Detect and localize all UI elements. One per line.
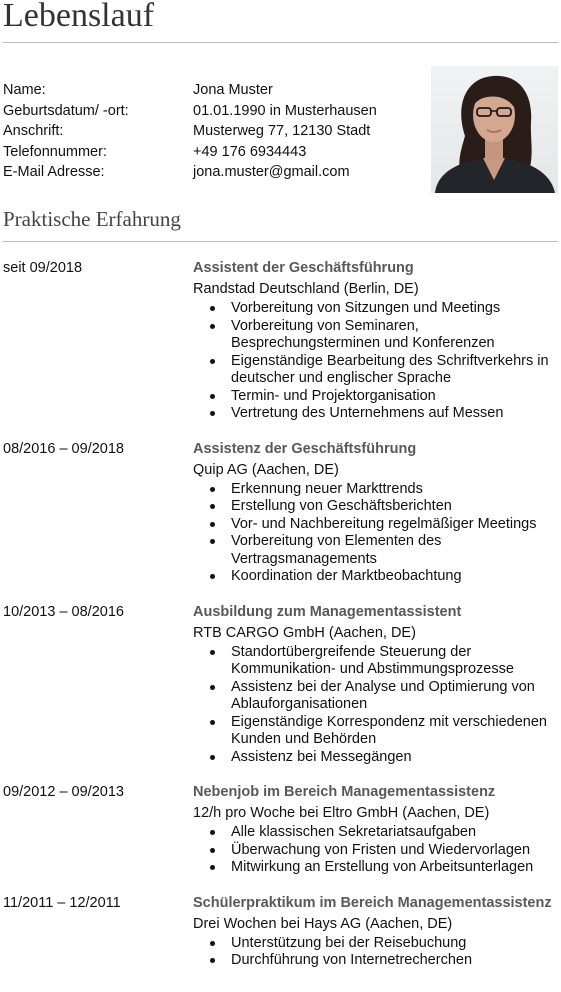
experience-list [3, 258, 559, 986]
list-item: Vorbereitung von Seminaren, Besprechungsterminen und Konferenzen [193, 318, 559, 353]
personal-value: Musterweg 77, 12130 Stadt [193, 123, 371, 139]
list-item: Koordination der Marktbeobachtung [193, 568, 559, 586]
experience-entry [3, 258, 559, 423]
entry-date: 09/2012 – 09/2013 [3, 784, 124, 800]
list-item: Vertretung des Unternehmens auf Messen [193, 405, 559, 423]
entry-tasks [193, 300, 559, 423]
list-item: Vorbereitung von Sitzungen und Meetings [193, 300, 559, 318]
entry-details [193, 439, 559, 586]
list-item: Durchführung von Internetrecherchen [193, 952, 559, 970]
personal-label: Name: [3, 82, 46, 98]
portrait-illustration [431, 66, 558, 193]
entry-company: 12/h pro Woche bei Eltro GmbH (Aachen, DE) [193, 805, 490, 821]
entry-date: 08/2016 – 09/2018 [3, 440, 124, 457]
entry-tasks [193, 824, 559, 877]
personal-value: 01.01.1990 in Musterhausen [193, 102, 377, 119]
personal-row-email [3, 162, 423, 183]
list-item: Eigenständige Bearbeitung des Schriftverkehrs in deutscher und englischer Sprache [193, 353, 559, 388]
list-item: Alle klassischen Sekretariatsaufgaben [193, 824, 559, 842]
personal-row-phone [3, 142, 423, 163]
entry-tasks [193, 935, 559, 970]
section-divider [3, 241, 558, 242]
list-item: Assistenz bei Messegängen [193, 749, 559, 767]
experience-entry [3, 893, 559, 970]
personal-label: Telefonnummer: [3, 143, 107, 160]
list-item: Erstellung von Geschäftsberichten [193, 498, 559, 516]
personal-label: Geburtsdatum/ -ort: [3, 102, 129, 119]
entry-title: Assistenz der Geschäftsführung [193, 440, 417, 457]
entry-details [193, 258, 559, 423]
entry-company: RTB CARGO GmbH (Aachen, DE) [193, 624, 416, 641]
profile-photo [431, 66, 558, 193]
list-item: Assistenz bei der Analyse und Optimierung von Ablauforganisationen [193, 679, 559, 714]
list-item: Erkennung neuer Markttrends [193, 481, 559, 499]
entry-tasks [193, 644, 559, 767]
entry-date: 11/2011 – 12/2011 [3, 894, 121, 911]
entry-company: Drei Wochen bei Hays AG (Aachen, DE) [193, 915, 453, 932]
personal-label: E-Mail Adresse: [3, 164, 105, 180]
experience-entry [3, 782, 559, 877]
list-item: Standortübergreifende Steuerung der Kommunikation- und Abstimmungsprozesse [193, 644, 559, 679]
personal-label: Anschrift: [3, 123, 64, 139]
list-item: Überwachung von Fristen und Wiedervorlagen [193, 842, 559, 860]
list-item: Vorbereitung von Elementen des Vertragsmanagements [193, 533, 559, 568]
list-item: Unterstützung bei der Reisebuchung [193, 935, 559, 953]
list-item: Vor- und Nachbereitung regelmäßiger Meetings [193, 516, 559, 534]
personal-value: jona.muster@gmail.com [193, 164, 350, 180]
personal-row-birth [3, 101, 423, 122]
personal-value: +49 176 6934443 [193, 143, 307, 160]
experience-entry [3, 439, 559, 586]
personal-value: Jona Muster [193, 82, 273, 98]
title-divider [3, 42, 558, 43]
entry-title: Ausbildung zum Managementassistent [193, 603, 462, 620]
entry-date: 10/2013 – 08/2016 [3, 603, 124, 620]
entry-title: Nebenjob im Bereich Managementassistenz [193, 784, 496, 800]
entry-details [193, 602, 559, 767]
page-title: Lebenslauf [3, 0, 155, 34]
list-item: Eigenständige Korrespondenz mit verschiedenen Kunden und Behörden [193, 714, 559, 749]
section-title-experience: Praktische Erfahrung [3, 207, 181, 231]
entry-title: Schülerpraktikum im Bereich Managementassistenz [193, 894, 552, 911]
entry-details [193, 893, 559, 970]
list-item: Termin- und Projektorganisation [193, 388, 559, 406]
entry-details [193, 782, 559, 877]
entry-title: Assistent der Geschäftsführung [193, 260, 414, 276]
entry-tasks [193, 481, 559, 586]
entry-company: Quip AG (Aachen, DE) [193, 461, 339, 478]
experience-entry [3, 602, 559, 767]
entry-date: seit 09/2018 [3, 260, 83, 276]
entry-company: Randstad Deutschland (Berlin, DE) [193, 281, 419, 297]
personal-row-name [3, 80, 423, 101]
list-item: Mitwirkung an Erstellung von Arbeitsunterlagen [193, 859, 559, 877]
personal-row-address [3, 121, 423, 142]
personal-info [3, 80, 423, 183]
